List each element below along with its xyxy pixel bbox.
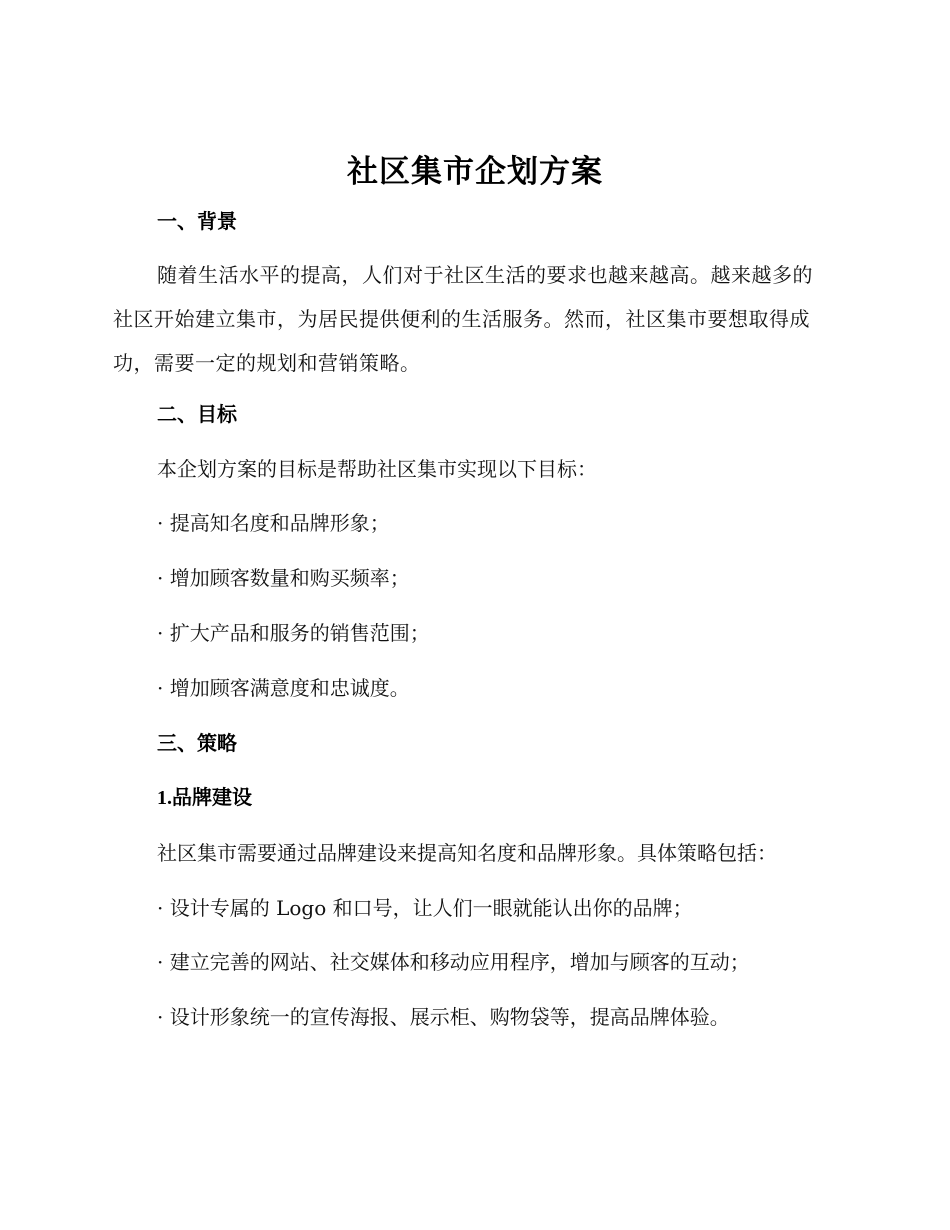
section-heading-background: 一、背景 [157,209,237,233]
strategy-bullet: · 设计专属的 Logo 和口号，让人们一眼就能认出你的品牌； [157,896,693,920]
goal-bullet: · 提高知名度和品牌形象； [157,511,390,535]
section-heading-strategy: 三、策略 [157,731,237,755]
strategy-bullet: · 设计形象统一的宣传海报、展示柜、购物袋等，提高品牌体验。 [157,1005,730,1029]
background-paragraph: 随着生活水平的提高，人们对于社区生活的要求也越来越高。越来越多的社区开始建立集市，为居民提供便利的生活服务。然而，社区集市要想取得成功，需要一定的规划和营销策略。 [113,263,813,375]
goals-intro: 本企划方案的目标是帮助社区集市实现以下目标： [157,457,597,481]
strategy-bullet: · 建立完善的网站、社交媒体和移动应用程序，增加与顾客的互动； [157,950,750,974]
strategy-subheading-brand: 1.品牌建设 [157,787,252,809]
strategy-intro: 社区集市需要通过品牌建设来提高知名度和品牌形象。具体策略包括： [157,841,777,865]
goal-bullet: · 扩大产品和服务的销售范围； [157,621,430,645]
section-heading-goals: 二、目标 [157,402,237,426]
goal-bullet: · 增加顾客数量和购买频率； [157,566,410,590]
goal-bullet: · 增加顾客满意度和忠诚度。 [157,676,410,700]
document-title: 社区集市企划方案 [347,154,603,190]
